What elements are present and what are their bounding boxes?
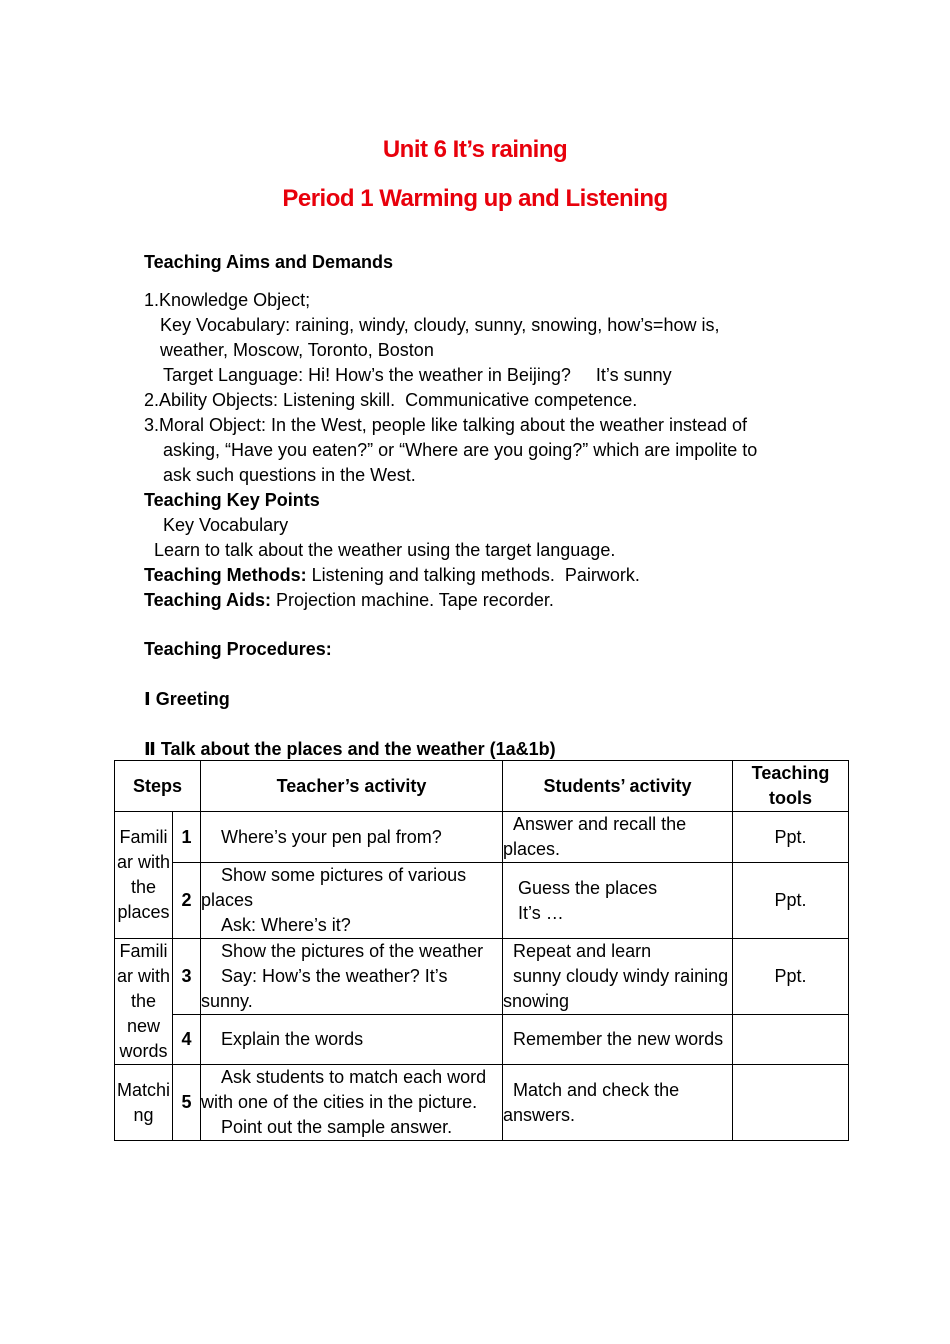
key-points-heading: Teaching Key Points [144,490,320,510]
aims-line: ask such questions in the West. [163,465,416,485]
page-subtitle: Period 1 Warming up and Listening [282,185,668,212]
key-point: Key Vocabulary [163,515,289,535]
table-row [115,939,849,1015]
aims-line: 1.Knowledge Object; [144,290,311,310]
table-row [115,1065,849,1141]
step-number: 5 [173,1065,201,1141]
aims-line: weather, Moscow, Toronto, Boston [160,340,434,360]
table-row [115,863,849,939]
aims-line: Key Vocabulary: raining, windy, cloudy, sunny, snowing, how’s=how is, [160,315,720,335]
teaching-tool: Ppt. [733,939,849,1015]
students-activity: Guess the places It’s … [503,863,733,939]
teacher-activity: Show the pictures of the weather Say: How’s the weather? It’s sunny. [201,939,503,1015]
table-header-row [115,761,849,812]
header-steps: Steps [115,761,201,812]
methods-label: Teaching Methods: [144,565,307,585]
teaching-tool [733,1065,849,1141]
teaching-aids [144,589,554,611]
teaching-tool: Ppt. [733,863,849,939]
aims-line: 2.Ability Objects: Listening skill. Communicative competence. [144,390,638,410]
teacher-activity: Where’s your pen pal from? [201,812,503,863]
aims-line: 3.Moral Object: In the West, people like talking about the weather instead of [144,415,748,435]
section-talk: Ⅱ Talk about the places and the weather (1a&1b) [144,739,556,759]
aims-line: asking, “Have you eaten?” or “Where are you going?” which are impolite to [163,440,758,460]
step-group: Matchi ng [115,1065,173,1141]
page-title: Unit 6 It’s raining [382,136,568,163]
step-number: 4 [173,1015,201,1065]
header-teacher: Teacher’s activity [201,761,503,812]
procedures-heading: Teaching Procedures: [144,639,332,659]
teaching-tool [733,1015,849,1065]
aids-text: Projection machine. Tape recorder. [271,590,554,610]
aids-label: Teaching Aids: [144,590,272,610]
header-tools: Teaching tools [733,761,849,812]
students-activity: Remember the new words [503,1015,733,1065]
teacher-activity: Ask students to match each word with one of the cities in the picture. Point out the sample answer. [201,1065,503,1141]
step-group: Famili ar with the places [115,812,173,939]
step-number: 2 [173,863,201,939]
key-point: Learn to talk about the weather using the target language. [154,540,616,560]
students-activity: Answer and recall the places. [503,812,733,863]
aims-line: Target Language: Hi! How’s the weather in Beijing? It’s sunny [163,365,672,385]
teaching-methods [144,564,640,586]
procedure-table [114,760,849,1141]
teaching-tool: Ppt. [733,812,849,863]
methods-text: Listening and talking methods. Pairwork. [306,565,640,585]
students-activity: Repeat and learn sunny cloudy windy raining snowing [503,939,733,1015]
aims-heading: Teaching Aims and Demands [144,252,394,272]
step-number: 3 [173,939,201,1015]
header-students: Students’ activity [503,761,733,812]
section-greeting: Ⅰ Greeting [144,689,230,709]
step-group: Famili ar with the new words [115,939,173,1065]
table-row [115,1015,849,1065]
step-number: 1 [173,812,201,863]
teacher-activity: Explain the words [201,1015,503,1065]
table-row [115,812,849,863]
students-activity: Match and check the answers. [503,1065,733,1141]
teacher-activity: Show some pictures of various places Ask: Where’s it? [201,863,503,939]
